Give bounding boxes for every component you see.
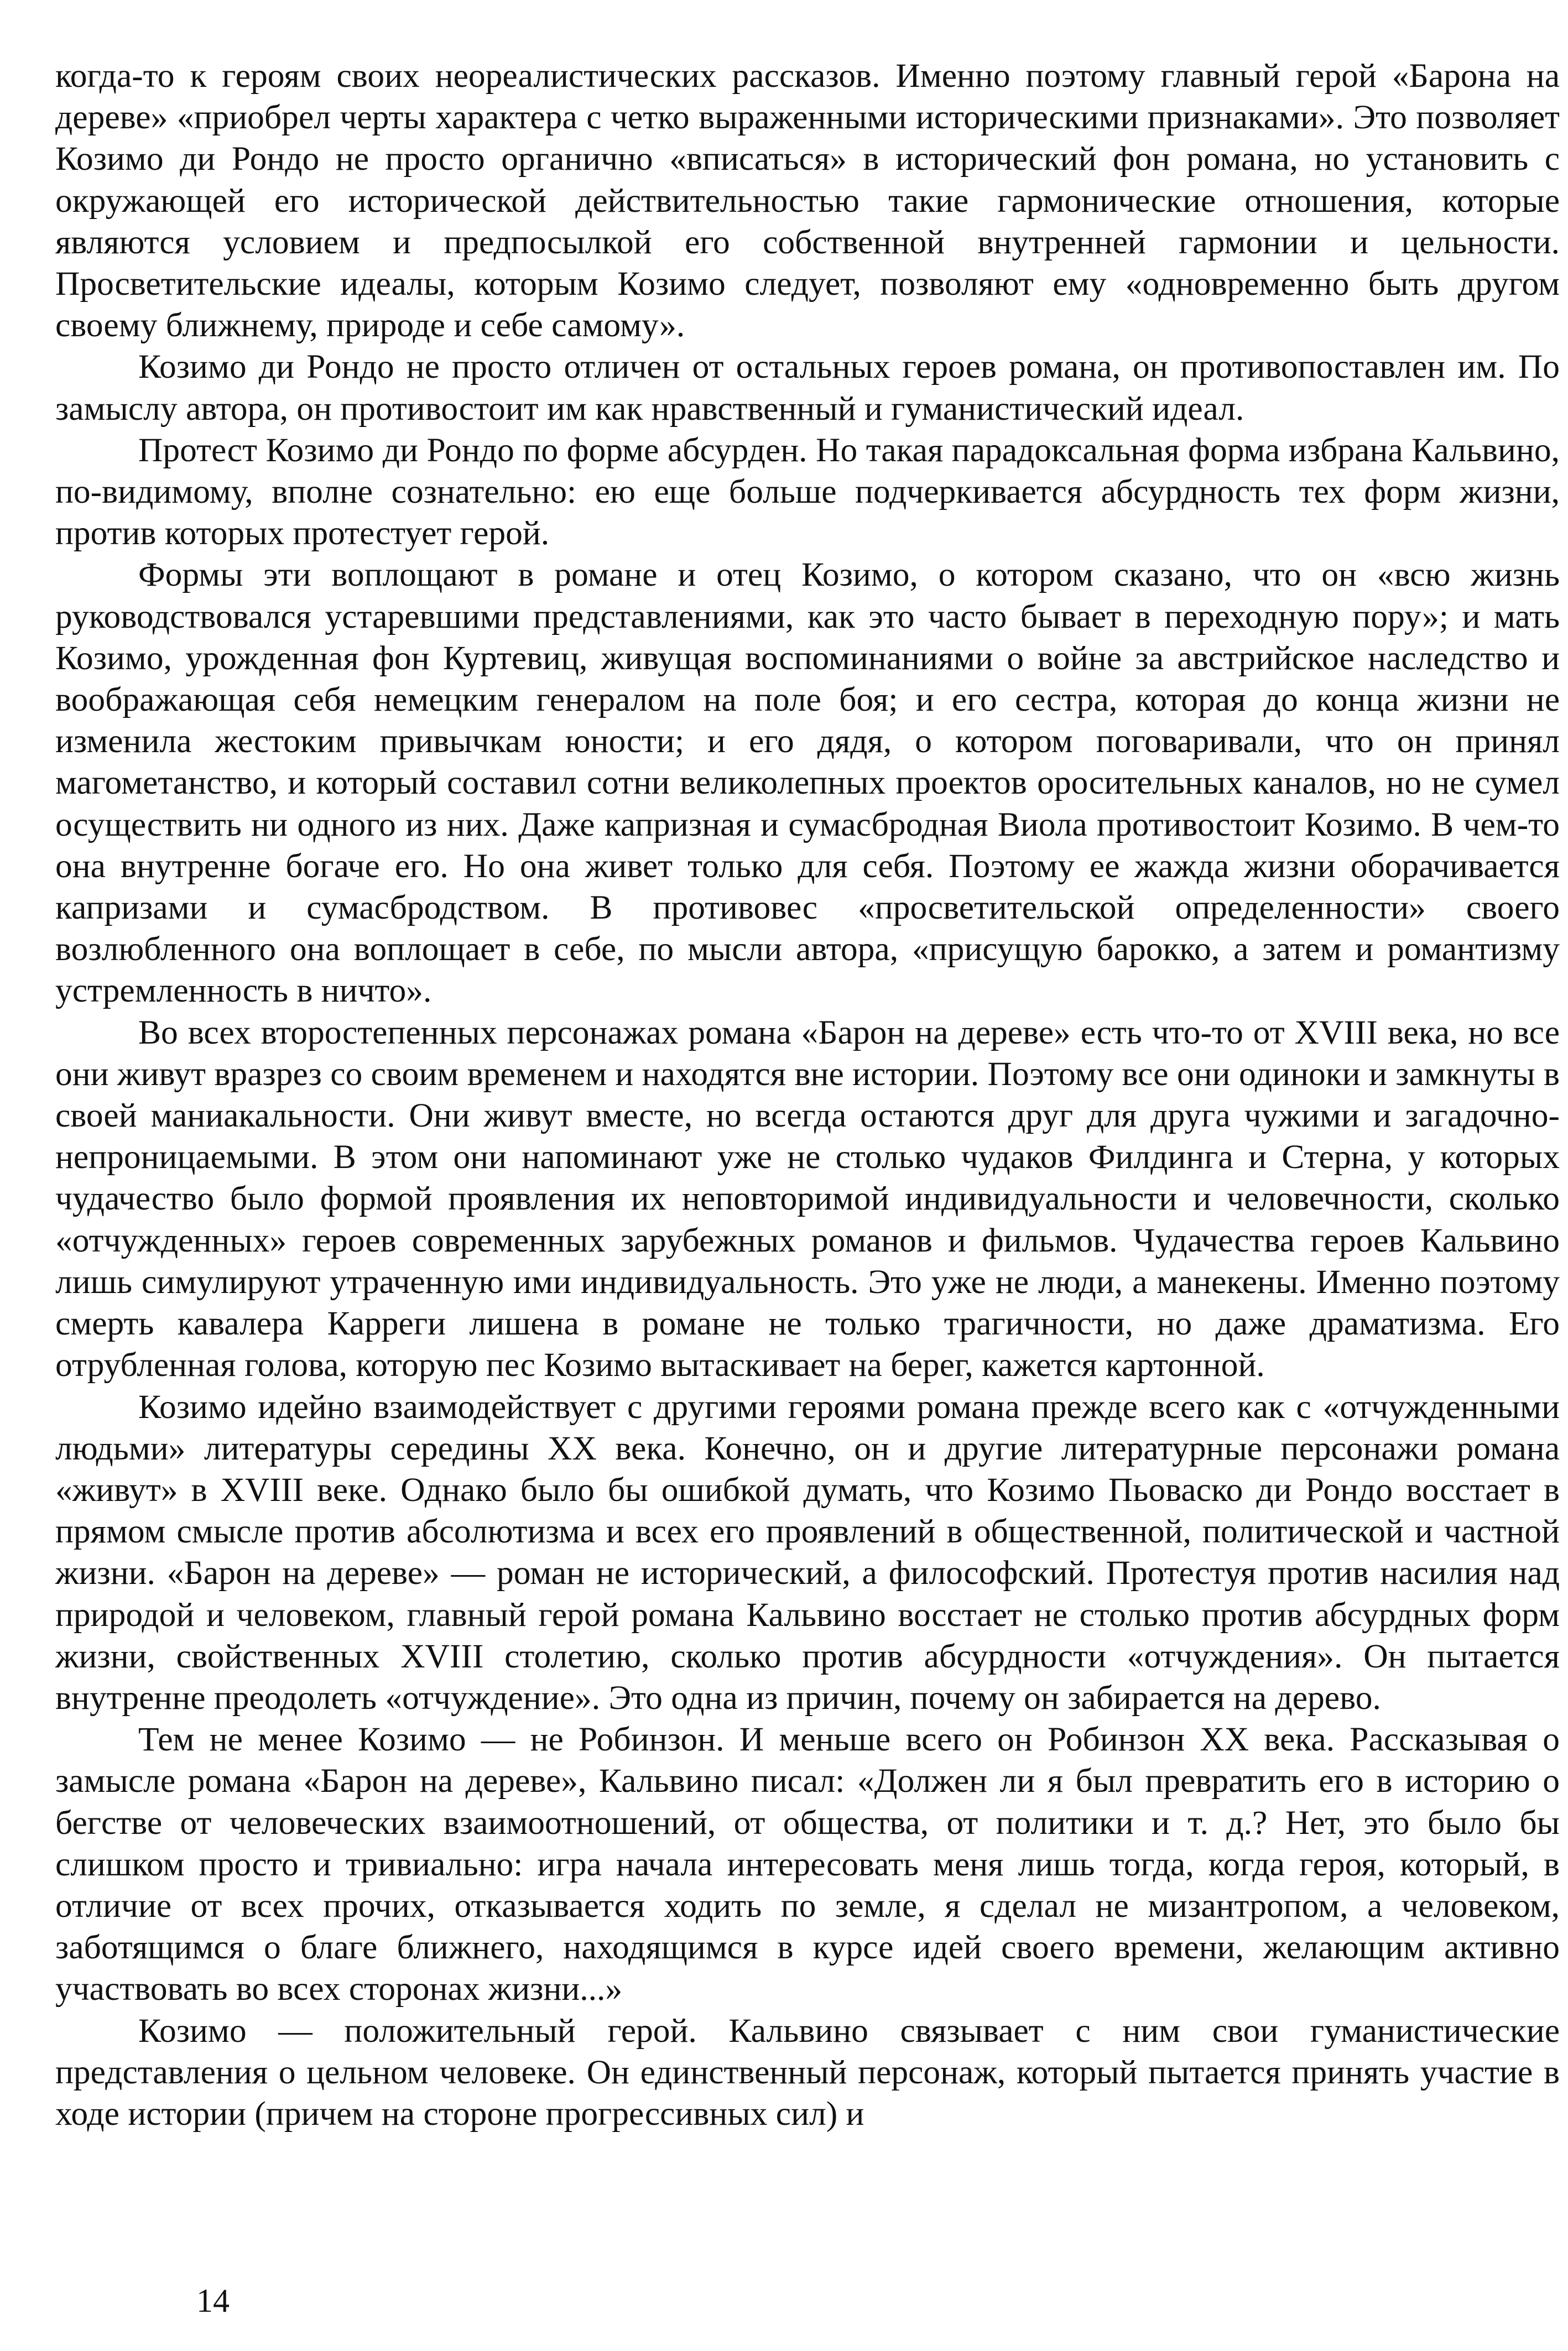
paragraph-2: Козимо ди Рондо не просто отличен от остальных героев романа, он противопоставлен им. По замыслу автора, он противостоит им как нравственный и гуманистический идеал. <box>55 348 1560 428</box>
paragraph-1: когда-то к героям своих неореалистических рассказов. Именно поэтому главный герой «Барона на дереве» «приобрел черты характера с четко выраженными историческими признаками». Это позволяет Козимо ди Рондо не просто органично «вписаться» в исторический фон романа, но установить с окружающей его исторической действительностью такие гармонические отношения, которые являются условием и предпосылкой его собственной внутренней гармонии и цельности. Просветительские идеалы, которым Козимо следует, позволяют ему «одновременно быть другом своему ближнему, природе и себе самому». <box>55 57 1560 345</box>
page-text <box>55 55 1560 2135</box>
paragraph-6: Козимо идейно взаимодействует с другими героями романа прежде всего как с «отчужденными людьми» литературы середины XX века. Конечно, он и другие литературные персонажи романа «живут» в XVIII веке. Однако было бы ошибкой думать, что Козимо Пьоваско ди Рондо восстает в прямом смысле против абсолютизма и всех его проявлений в общественной, политической и частной жизни. «Барон на дереве» — роман не исторический, а философский. Протестуя против насилия над природой и человеком, главный герой романа Кальвино восстает не столько против абсурдных форм жизни, свойственных XVIII столетию, сколько против абсурдности «отчуждения». Он пытается внутренне преодолеть «отчуждение». Это одна из причин, почему он забирается на дерево. <box>55 1388 1560 1717</box>
paragraph-5: Во всех второстепенных персонажах романа «Барон на дереве» есть что-то от XVIII века, но все они живут вразрез со своим временем и находятся вне истории. Поэтому все они одиноки и замкнуты в своей маниакальности. Они живут вместе, но всегда остаются друг для друга чужими и загадочно-непроницаемыми. В этом они напоминают уже не столько чудаков Филдинга и Стерна, у которых чудачество было формой проявления их неповторимой индивидуальности и человечности, сколько «отчужденных» героев современных зарубежных романов и фильмов. Чудачества героев Кальвино лишь симулируют утраченную ими индивидуальность. Это уже не люди, а манекены. Именно поэтому смерть кавалера Карреги лишена в романе не только трагичности, но даже драматизма. Его отрубленная голова, которую пес Козимо вытаскивает на берег, кажется картонной. <box>55 1013 1560 1384</box>
paragraph-7: Тем не менее Козимо — не Робинзон. И меньше всего он Робинзон XX века. Рассказывая о замысле романа «Барон на дереве», Кальвино писал: «Должен ли я был превратить его в историю о бегстве от человеческих взаимоотношений, от общества, от политики и т. д.? Нет, это было бы слишком просто и тривиально: игра начала интересовать меня лишь тогда, когда героя, который, в отличие от всех прочих, отказывается ходить по земле, я сделал не мизантропом, а человеком, заботящимся о благе ближнего, находящимся в курсе идей своего времени, желающим активно участвовать во всех сторонах жизни...» <box>55 1721 1560 2008</box>
paragraph-3: Протест Козимо ди Рондо по форме абсурден. Но такая парадоксальная форма избрана Кальвино, по-видимому, вполне сознательно: ею еще больше подчеркивается абсурдность тех форм жизни, против которых протестует герой. <box>55 431 1560 552</box>
page-number: 14 <box>196 2282 230 2319</box>
paragraph-8: Козимо — положительный герой. Кальвино связывает с ним свои гуманистические представления о цельном человеке. Он единственный персонаж, который пытается принять участие в ходе истории (причем на стороне прогрессивных сил) и <box>55 2011 1560 2133</box>
paragraph-4: Формы эти воплощают в романе и отец Козимо, о котором сказано, что он «всю жизнь руководствовался устаревшими представлениями, как это часто бывает в переходную пору»; и мать Козимо, урожденная фон Куртевиц, живущая воспоминаниями о войне за австрийское наследство и воображающая себя немецким генералом на поле боя; и его сестра, которая до конца жизни не изменила жестоким привычкам юности; и его дядя, о котором поговаривали, что он принял магометанство, и который составил сотни великолепных проектов оросительных каналов, но не сумел осуществить ни одного из них. Даже капризная и сумасбродная Виола противостоит Козимо. В чем-то она внутренне богаче его. Но она живет только для себя. Поэтому ее жажда жизни оборачивается капризами и сумасбродством. В противовес «просветительской определенности» своего возлюбленного она воплощает в себе, по мысли автора, «присущую барокко, а затем и романтизму устремленность в ничто». <box>55 556 1560 1010</box>
